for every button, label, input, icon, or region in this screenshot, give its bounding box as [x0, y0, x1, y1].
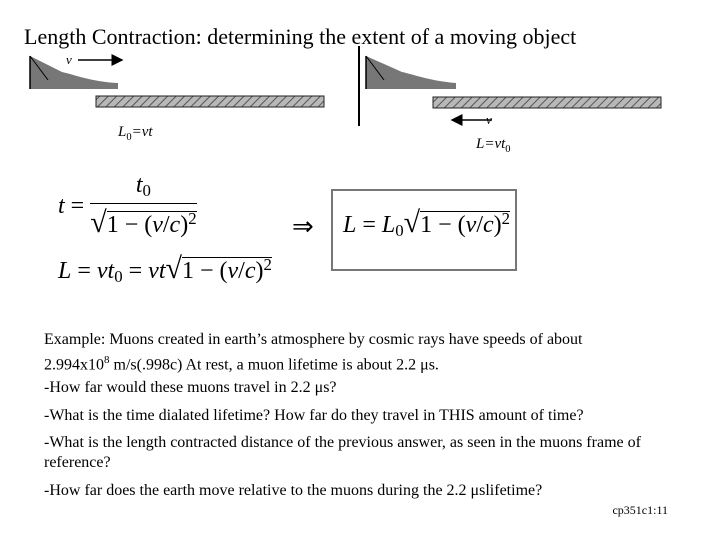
length-contraction-equation: $L = L_0√1 - (v/c)^2$ — [343, 206, 511, 240]
example-line-1: Example: Muons created in earth’s atmosphere by cosmic rays have speeds of about — [44, 331, 583, 348]
question-2: -What is the time dialated lifetime? How far do they travel in THIS amount of time? — [44, 407, 584, 424]
right-observer-shape — [366, 56, 456, 89]
time-dilation-equation: t = $\frac{t_0}{√1 - (v/c)^2}$ — [58, 172, 197, 239]
left-observer-shape — [30, 56, 118, 89]
length-contraction-diagram — [0, 0, 720, 170]
length-moving-equation: $L = vt_0 = vt√1 - (v/c)^2$ — [58, 252, 272, 286]
right-rod — [433, 97, 661, 108]
slide-footer: cp351c1:11 — [612, 503, 668, 517]
left-velocity-label: v — [66, 52, 72, 67]
left-rod — [96, 96, 324, 107]
question-4: -How far does the earth move relative to the muons during the 2.2 μslifetime? — [44, 482, 543, 499]
right-velocity-label: v — [486, 112, 492, 127]
speed-exponent: 8 — [104, 354, 110, 366]
question-3: -What is the length contracted distance of the previous answer, as seen in the muons frame of reference? — [44, 434, 641, 471]
question-1: -How far would these muons travel in 2.2 μs? — [44, 379, 337, 396]
example-line-2-rest: m/s(.998c) At rest, a muon lifetime is about 2.2 μs. — [109, 356, 439, 374]
right-length-label: $L=vt_0$ — [476, 136, 511, 155]
speed-mantissa: 2.994x10 — [44, 356, 104, 374]
implies-symbol: ⇒ — [292, 212, 314, 242]
slide-title: Length Contraction: determining the extent of a moving object — [24, 24, 577, 49]
left-length-label: $L_0=vt$ — [118, 124, 153, 143]
example-line-2 — [44, 350, 684, 375]
